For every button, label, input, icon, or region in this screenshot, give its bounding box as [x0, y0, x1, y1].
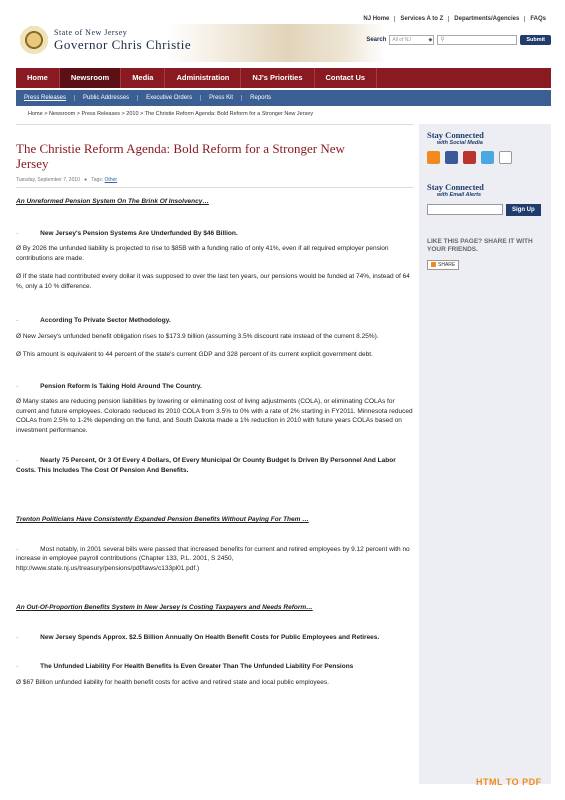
paragraph: Ø By 2026 the unfunded liability is projected to rise to $85B with a funding ratio of only 41%, even if all required employer pension contributions are made.: [16, 245, 389, 262]
paragraph: Ø $67 Billion unfunded liability for health benefit costs for active and retired state and local public employees.: [16, 678, 329, 686]
bullet-heading: · Pension Reform Is Taking Hold Around The Country.: [16, 382, 202, 390]
header-photo: [166, 24, 386, 62]
share-icon: [431, 262, 436, 267]
share-button[interactable]: SHARE: [427, 260, 459, 270]
widget-icon[interactable]: [499, 151, 512, 164]
signup-button[interactable]: Sign Up: [506, 204, 541, 216]
paragraph: Ø New Jersey's unfunded benefit obligation rises to $173.9 billion (assuming 3.5% discount rate instead of the current 8.25%).: [16, 332, 379, 340]
bullet-heading: · The Unfunded Liability For Health Benefits Is Even Greater Than The Unfunded Liability For Pensions: [16, 663, 354, 670]
main-nav: [16, 68, 551, 88]
util-link-faqs[interactable]: FAQs: [524, 16, 551, 22]
section-heading: An Out-Of-Proportion Benefits System In New Jersey Is Costing Taxpayers and Needs Reform…: [16, 604, 313, 611]
email-block: [419, 176, 551, 222]
sidebar: [419, 124, 551, 784]
nav-home[interactable]: Home: [16, 68, 60, 88]
rss-icon[interactable]: [427, 151, 440, 164]
bullet-heading: · New Jersey Spends Approx. $2.5 Billion Annually On Health Benefit Costs for Public Employees and Retirees.: [16, 633, 380, 641]
article-body: [16, 197, 414, 687]
article-date: Tuesday, September 7, 2010: [16, 177, 80, 183]
search-scope-select[interactable]: All of NJ ◆: [389, 35, 434, 45]
bullet-heading: · New Jersey's Pension Systems Are Underfunded By $46 Billion.: [16, 229, 238, 237]
section-heading: Trenton Politicians Have Consistently Expanded Pension Benefits Without Paying For Them …: [16, 516, 309, 523]
brand-line2: Governor Chris Christie: [54, 36, 192, 52]
social-subtitle: with Social Media: [437, 140, 483, 146]
section-heading: An Unreformed Pension System On The Brink Of Insolvency…: [16, 198, 209, 205]
article-meta: Tuesday, September 7, 2010 ● Tags: Other: [16, 177, 414, 188]
bullet-heading: · Nearly 75 Percent, Or 3 Of Every 4 Dollars, Of Every Municipal Or County Budget Is Driven By Personnel And Labor Costs. This Includes The Cost Of Pension And Benefits.: [16, 457, 396, 474]
subnav-press-releases[interactable]: Press Releases: [24, 95, 67, 101]
page-title: The Christie Reform Agenda: Bold Reform for a Stronger New Jersey: [16, 141, 345, 171]
social-icons: [427, 151, 543, 164]
social-block: [419, 124, 551, 170]
util-link-nj-home[interactable]: NJ Home: [363, 16, 390, 22]
paragraph: · Most notably, in 2001 several bills were passed that increased benefits for current and retired employees by 9.12 percent with no increase in employee payroll contributions (Chapter 133, P.L. 2001, S 2450, http://www.state.nj.us/treasury/pensions/pdf/laws/c133pl01.pdf.): [16, 545, 410, 572]
nav-media[interactable]: Media: [121, 68, 165, 88]
utility-nav: [358, 16, 551, 22]
sub-nav: [16, 90, 551, 106]
social-title: Stay Connected: [427, 130, 484, 140]
subnav-public-addresses[interactable]: Public Addresses: [74, 95, 137, 101]
paragraph: Ø Many states are reducing pension liabilities by lowering or eliminating cost of living adjustments (COLA), or eliminating COLAs for current and future employees. Colorado reduced its 2010 COLA from 3.5% to 0% with a rate of 2% starting in FY2011. Minnesota reduced COLAs from 2.5% to 1-2% depending on the fund, and South Dakota made a 1% reduction in 2010 with future years COLAs based on investment performance.: [16, 398, 413, 434]
email-field[interactable]: [427, 204, 503, 215]
state-seal-icon: [20, 26, 48, 54]
facebook-icon[interactable]: [445, 151, 458, 164]
util-link-departments[interactable]: Departments/Agencies: [448, 16, 524, 22]
nav-newsroom[interactable]: Newsroom: [60, 68, 121, 88]
subnav-reports[interactable]: Reports: [241, 95, 279, 101]
breadcrumb[interactable]: Home > Newsroom > Press Releases > 2010 > The Christie Reform Agenda: Bold Reform for a Stronger New Jersey: [28, 111, 314, 117]
search-label: Search: [366, 37, 387, 43]
brand-line1: State of New Jersey: [54, 27, 128, 37]
html-to-pdf-mark: HTML TO PDF: [476, 777, 542, 787]
subnav-press-kit[interactable]: Press Kit: [200, 95, 241, 101]
email-subtitle: with Email Alerts: [437, 192, 482, 198]
tag-link[interactable]: Other: [104, 177, 118, 183]
paragraph: Ø This amount is equivalent to 44 percent of the state's current GDP and 328 percent of its current explicit government debt.: [16, 351, 373, 358]
search-bar: [366, 35, 551, 45]
tags-label: Tags:: [91, 177, 104, 183]
search-input[interactable]: ⚲: [437, 35, 517, 45]
subnav-executive-orders[interactable]: Executive Orders: [137, 95, 200, 101]
email-title: Stay Connected: [427, 182, 484, 192]
search-submit-button[interactable]: Submit: [520, 35, 551, 45]
nav-contact[interactable]: Contact Us: [315, 68, 378, 88]
util-link-services[interactable]: Services A to Z: [394, 16, 448, 22]
paragraph: Ø If the state had contributed every dollar it was supposed to over the last ten years, our pensions would be funded at 74%, instead of 64 %, only a 10 % difference.: [16, 273, 410, 290]
twitter-icon[interactable]: [481, 151, 494, 164]
nav-priorities[interactable]: NJ's Priorities: [241, 68, 314, 88]
bullet-heading: · According To Private Sector Methodology.: [16, 317, 171, 324]
share-prompt: LIKE THIS PAGE? SHARE IT WITH YOUR FRIENDS.: [427, 238, 533, 253]
article: [16, 124, 414, 687]
nav-administration[interactable]: Administration: [165, 68, 241, 88]
brand[interactable]: [20, 26, 191, 54]
youtube-icon[interactable]: [463, 151, 476, 164]
divider: [16, 124, 414, 125]
share-block: [419, 228, 551, 278]
